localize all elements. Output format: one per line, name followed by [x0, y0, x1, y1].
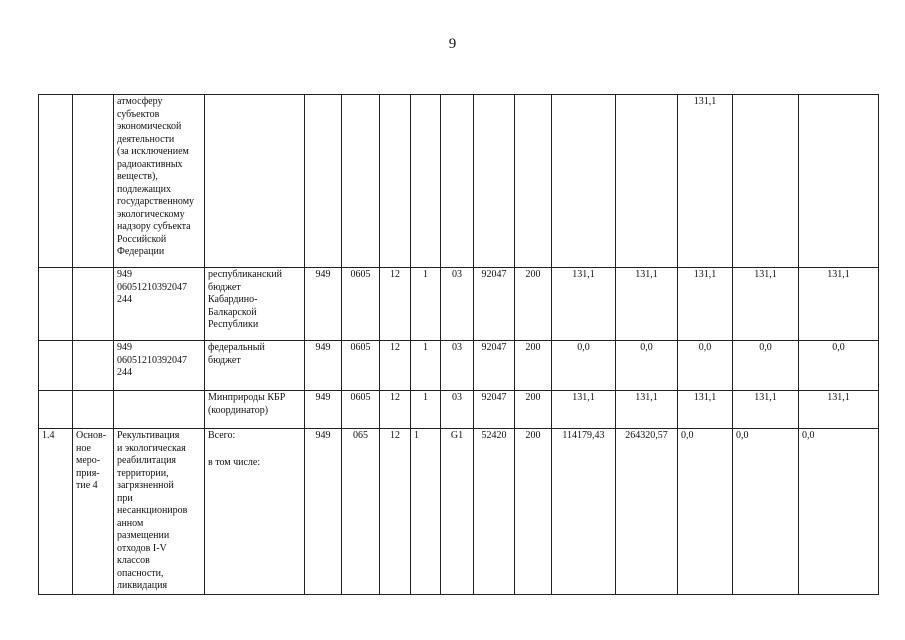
cell-p1: 1	[411, 429, 441, 595]
cell-p1: 1	[411, 268, 441, 341]
cell-name: 949 06051210392047 244	[114, 341, 205, 391]
cell-y2020: 264320,57	[616, 429, 678, 595]
cell-type: Основ- ное меро- прия- тие 4	[73, 429, 114, 595]
cell-source: республиканский бюджет Кабардино- Балкарской Республики	[205, 268, 305, 341]
cell-p1: 1	[411, 391, 441, 429]
cell-y2019: 114179,43	[552, 429, 616, 595]
cell-pr: 12	[380, 341, 411, 391]
cell-num	[39, 341, 73, 391]
cell-num	[39, 95, 73, 268]
table-row	[39, 268, 879, 341]
cell-y2021: 0,0	[678, 341, 733, 391]
cell-source: Всего: в том числе:	[205, 429, 305, 595]
cell-name: атмосферу субъектов экономической деятельности (за исключением радиоактивных веществ), подлежащих государственному экологическому надзору субъекта Российской Федерации	[114, 95, 205, 268]
cell-code: 92047	[474, 268, 515, 341]
cell-p1	[411, 95, 441, 268]
cell-code	[474, 95, 515, 268]
cell-num	[39, 268, 73, 341]
cell-name: 949 06051210392047 244	[114, 268, 205, 341]
cell-vr: 200	[515, 429, 552, 595]
cell-name	[114, 391, 205, 429]
cell-y2020	[616, 95, 678, 268]
table-row	[39, 341, 879, 391]
cell-rz	[342, 95, 380, 268]
budget-table	[38, 94, 879, 595]
cell-vr: 200	[515, 341, 552, 391]
cell-y2019: 131,1	[552, 268, 616, 341]
cell-y2023: 0,0	[799, 429, 879, 595]
table-row	[39, 429, 879, 595]
cell-y2022: 131,1	[733, 268, 799, 341]
cell-y2019: 131,1	[552, 391, 616, 429]
cell-code: 92047	[474, 391, 515, 429]
cell-y2020: 131,1	[616, 391, 678, 429]
cell-p2: 03	[441, 268, 474, 341]
cell-y2019	[552, 95, 616, 268]
cell-vr: 200	[515, 391, 552, 429]
cell-num: 1.4	[39, 429, 73, 595]
cell-y2023: 0,0	[799, 341, 879, 391]
cell-pr: 12	[380, 391, 411, 429]
cell-y2022: 0,0	[733, 429, 799, 595]
cell-y2023: 131,1	[799, 391, 879, 429]
cell-y2022: 131,1	[733, 391, 799, 429]
table-row	[39, 95, 879, 268]
cell-y2021: 131,1	[678, 391, 733, 429]
cell-num	[39, 391, 73, 429]
cell-p2	[441, 95, 474, 268]
cell-code: 52420	[474, 429, 515, 595]
cell-p1: 1	[411, 341, 441, 391]
cell-y2021: 0,0	[678, 429, 733, 595]
cell-vr	[515, 95, 552, 268]
cell-y2023	[799, 95, 879, 268]
cell-type	[73, 341, 114, 391]
cell-y2020: 131,1	[616, 268, 678, 341]
cell-p2: G1	[441, 429, 474, 595]
cell-name: Рекультивация и экологическая реабилитация территории, загрязненной при несанкциониров анном размещении отходов I-V классов опасности, ликвидация	[114, 429, 205, 595]
cell-y2019: 0,0	[552, 341, 616, 391]
cell-source: федеральный бюджет	[205, 341, 305, 391]
cell-p2: 03	[441, 391, 474, 429]
cell-grbs	[305, 95, 342, 268]
cell-p2: 03	[441, 341, 474, 391]
cell-vr: 200	[515, 268, 552, 341]
cell-y2022	[733, 95, 799, 268]
cell-grbs: 949	[305, 391, 342, 429]
cell-grbs: 949	[305, 341, 342, 391]
cell-code: 92047	[474, 341, 515, 391]
cell-type	[73, 268, 114, 341]
cell-rz: 0605	[342, 391, 380, 429]
cell-rz: 065	[342, 429, 380, 595]
cell-type	[73, 391, 114, 429]
cell-rz: 0605	[342, 341, 380, 391]
table-row	[39, 391, 879, 429]
cell-source: Минприроды КБР (координатор)	[205, 391, 305, 429]
cell-y2022: 0,0	[733, 341, 799, 391]
cell-pr	[380, 95, 411, 268]
page-number: 9	[448, 36, 457, 52]
cell-y2020: 0,0	[616, 341, 678, 391]
cell-rz: 0605	[342, 268, 380, 341]
cell-y2021: 131,1	[678, 95, 733, 268]
cell-pr: 12	[380, 268, 411, 341]
cell-type	[73, 95, 114, 268]
cell-source	[205, 95, 305, 268]
cell-y2023: 131,1	[799, 268, 879, 341]
cell-grbs: 949	[305, 268, 342, 341]
cell-pr: 12	[380, 429, 411, 595]
cell-grbs: 949	[305, 429, 342, 595]
cell-y2021: 131,1	[678, 268, 733, 341]
